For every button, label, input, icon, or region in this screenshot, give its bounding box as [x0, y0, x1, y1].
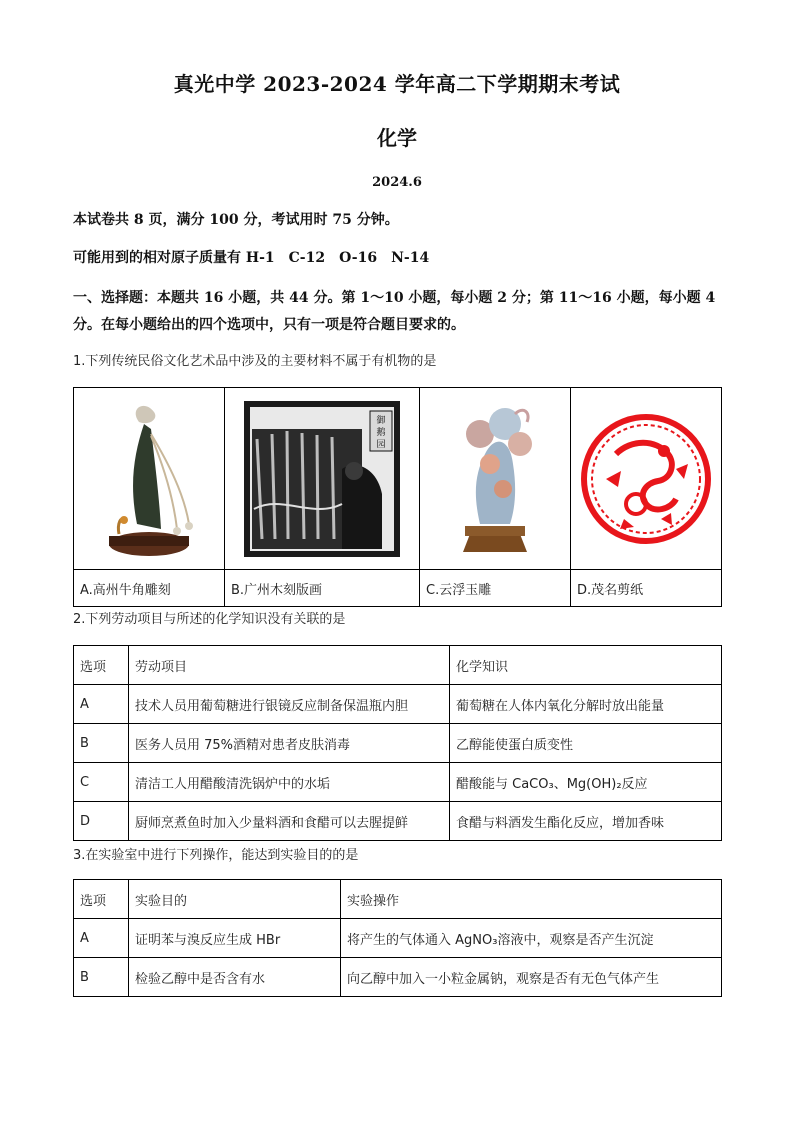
row-chem: 葡萄糖在人体内氧化分解时放出能量 — [450, 685, 722, 724]
question-3-stem: 3.在实验室中进行下列操作，能达到实验目的的是 — [73, 848, 359, 863]
row-labor: 清洁工人用醋酸清洗锅炉中的水垢 — [129, 763, 450, 802]
woodcut-stamp-char-1: 御 — [376, 415, 386, 426]
table-row — [74, 763, 722, 802]
question-2-stem: 2.下列劳动项目与所述的化学知识没有关联的是 — [73, 612, 346, 627]
horn-carving-image — [89, 394, 209, 564]
row-option: A — [74, 919, 129, 958]
row-option: D — [74, 802, 129, 841]
row-purpose: 检验乙醇中是否含有水 — [129, 958, 341, 997]
option-d-caption: D.茂名剪纸 — [571, 570, 722, 607]
row-chem: 醋酸能与 CaCO₃、Mg(OH)₂反应 — [450, 763, 722, 802]
option-b-image-cell — [225, 388, 420, 570]
question-3-table — [73, 879, 722, 997]
table-row — [74, 802, 722, 841]
table-row — [74, 724, 722, 763]
row-purpose: 证明苯与溴反应生成 HBr — [129, 919, 341, 958]
option-c-image-cell — [420, 388, 571, 570]
section-instructions: 一、选择题：本题共 16 小题，共 44 分。第 1～10 小题，每小题 2 分；第 11～16 小题，每小题 4 分。在每小题给出的四个选项中，只有一项是符合题目要求的。 — [73, 290, 716, 333]
row-option: A — [74, 685, 129, 724]
row-labor: 厨师烹煮鱼时加入少量料酒和食醋可以去腥提鲜 — [129, 802, 450, 841]
table-header-row — [74, 646, 722, 685]
header-option: 选项 — [74, 880, 129, 919]
row-labor: 技术人员用葡萄糖进行银镜反应制备保温瓶内胆 — [129, 685, 450, 724]
table-row — [74, 958, 722, 997]
option-d-image-cell — [571, 388, 722, 570]
woodcut-stamp-char-2: 鹅 — [376, 427, 386, 438]
row-option: B — [74, 958, 129, 997]
question-2-table — [73, 645, 722, 841]
exam-date: 2024.6 — [372, 175, 422, 190]
row-operation: 向乙醇中加入一小粒金属钠，观察是否有无色气体产生 — [341, 958, 722, 997]
exam-title: 真光中学 2023-2024 学年高二下学期期末考试 — [173, 72, 621, 96]
table-header-row — [74, 880, 722, 919]
option-a-caption: A.高州牛角雕刻 — [74, 570, 225, 607]
woodcut-stamp-char-3: 园 — [376, 439, 386, 450]
atomic-mass-info: 可能用到的相对原子质量有 H-1 C-12 O-16 N-14 — [73, 250, 430, 266]
header-operation: 实验操作 — [341, 880, 722, 919]
table-row — [74, 919, 722, 958]
header-option: 选项 — [74, 646, 129, 685]
exam-info: 本试卷共 8 页，满分 100 分，考试用时 75 分钟。 — [73, 212, 399, 228]
row-option: B — [74, 724, 129, 763]
woodcut-print-image — [242, 399, 402, 559]
table-row — [74, 685, 722, 724]
question-1-stem: 1.下列传统民俗文化艺术品中涉及的主要材料不属于有机物的是 — [73, 354, 437, 369]
header-purpose: 实验目的 — [129, 880, 341, 919]
row-option: C — [74, 763, 129, 802]
option-a-image-cell — [74, 388, 225, 570]
option-c-caption: C.云浮玉雕 — [420, 570, 571, 607]
question-1-options-table — [73, 387, 722, 607]
header-labor: 劳动项目 — [129, 646, 450, 685]
jade-carving-image — [435, 394, 555, 564]
subject-title: 化学 — [377, 126, 417, 150]
row-chem: 食醋与料酒发生酯化反应，增加香味 — [450, 802, 722, 841]
row-operation: 将产生的气体通入 AgNO₃溶液中，观察是否产生沉淀 — [341, 919, 722, 958]
row-labor: 医务人员用 75%酒精对患者皮肤消毒 — [129, 724, 450, 763]
row-chem: 乙醇能使蛋白质变性 — [450, 724, 722, 763]
option-b-caption: B.广州木刻版画 — [225, 570, 420, 607]
header-chem: 化学知识 — [450, 646, 722, 685]
paper-cutting-image — [576, 409, 716, 549]
